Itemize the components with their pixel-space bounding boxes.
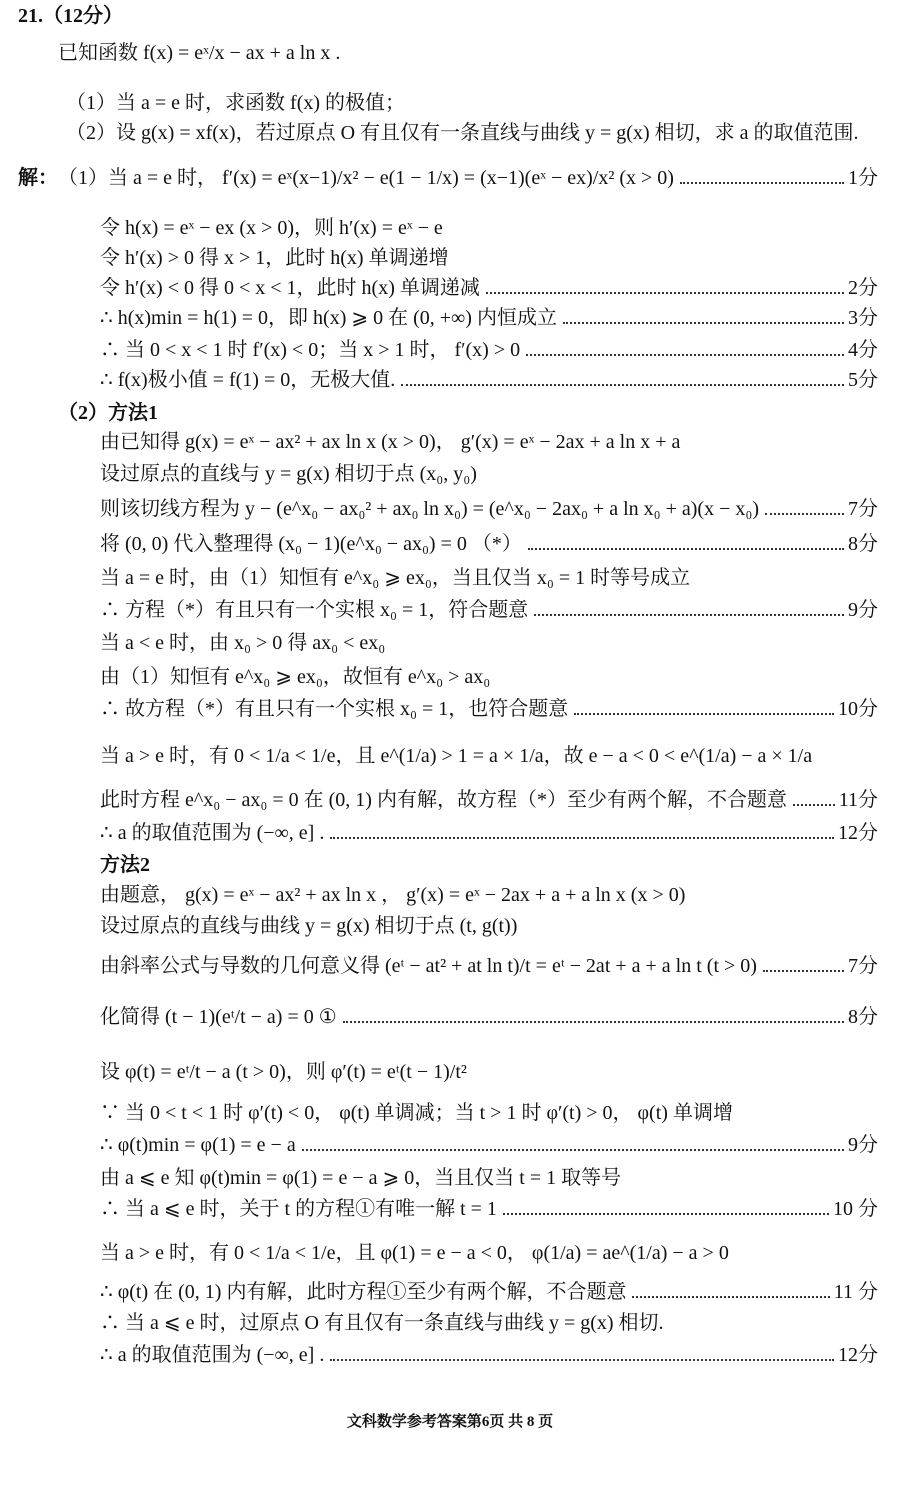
solution-line: 设过原点的直线与 y = g(x) 相切于点 (x₀, y₀): [100, 463, 477, 485]
score-mark: 8分: [848, 533, 878, 555]
solution-line: 当 a > e 时，有 0 < 1/a < 1/e，且 e^(1/a) > 1 = a × 1/a，故 e − a < 0 < e^(1/a) − a × 1/a: [100, 745, 813, 767]
solution-line: 化简得 (t − 1)(eᵗ/t − a) = 0 ① 8分: [100, 1006, 878, 1028]
solution-line: 令 h(x) = eˣ − ex (x > 0)，则 h′(x) = eˣ − e: [100, 217, 443, 239]
solution-line: ∴ φ(t)min = φ(1) = e − a 9分: [100, 1134, 878, 1156]
solution-line: ∴ φ(t) 在 (0, 1) 内有解，此时方程①至少有两个解，不合题意 11 分: [100, 1281, 878, 1303]
score-mark: 7分: [848, 955, 878, 977]
solution-line: 由已知得 g(x) = eˣ − ax² + ax ln x (x > 0)， g′(x) = eˣ − 2ax + a ln x + a: [100, 431, 681, 453]
solution-line: 设 φ(t) = eᵗ/t − a (t > 0)，则 φ′(t) = eᵗ(t − 1)/t²: [100, 1061, 467, 1083]
solution-line: 设过原点的直线与曲线 y = g(x) 相切于点 (t, g(t)): [100, 915, 518, 937]
solution-line: 当 a > e 时，有 0 < 1/a < 1/e，且 φ(1) = e − a < 0， φ(1/a) = ae^(1/a) − a > 0: [100, 1242, 729, 1264]
problem-number: 21.（12分）: [18, 5, 123, 27]
method-2-header: 方法2: [100, 854, 150, 876]
solution-line: 由题意， g(x) = eˣ − ax² + ax ln x ， g′(x) = eˣ − 2ax + a + a ln x (x > 0): [100, 884, 686, 906]
score-mark: 4分: [848, 339, 878, 361]
method-1-header: （2）方法1: [58, 402, 158, 424]
score-mark: 12分: [838, 822, 878, 844]
solution-line: ∴ f(x)极小值 = f(1) = 0，无极大值. 5分: [100, 369, 878, 391]
solution-line: 当 a = e 时，由（1）知恒有 e^x₀ ⩾ ex₀，当且仅当 x₀ = 1 时等号成立: [100, 567, 691, 589]
solution-line: ∴ a 的取值范围为 (−∞, e] . 12分: [100, 1344, 878, 1366]
solution-line: ∴ 故方程（*）有且只有一个实根 x₀ = 1，也符合题意 10分: [100, 698, 878, 720]
solution-line: 令 h′(x) < 0 得 0 < x < 1，此时 h(x) 单调递减 2分: [100, 277, 878, 299]
problem-part-2: （2）设 g(x) = xf(x)，若过原点 O 有且仅有一条直线与曲线 y = g(x) 相切，求 a 的取值范围.: [66, 122, 859, 144]
score-mark: 2分: [848, 277, 878, 299]
solution-line: ∵ 当 0 < t < 1 时 φ′(t) < 0， φ(t) 单调减；当 t > 1 时 φ′(t) > 0， φ(t) 单调增: [100, 1102, 733, 1124]
score-mark: 11 分: [833, 1281, 878, 1303]
solution-line: 则该切线方程为 y − (e^x₀ − ax₀² + ax₀ ln x₀) = (e^x₀ − 2ax₀ + a ln x₀ + a)(x − x₀) 7分: [100, 498, 878, 520]
solution-line: ∴ 方程（*）有且只有一个实根 x₀ = 1，符合题意 9分: [100, 599, 878, 621]
score-mark: 7分: [848, 498, 878, 520]
score-mark: 1分: [848, 167, 878, 189]
score-mark: 9分: [848, 1134, 878, 1156]
score-mark: 3分: [848, 307, 878, 329]
solution-line: 由 a ⩽ e 知 φ(t)min = φ(1) = e − a ⩾ 0，当且仅当 t = 1 取等号: [100, 1167, 622, 1189]
problem-part-1: （1）当 a = e 时，求函数 f(x) 的极值；: [66, 92, 406, 114]
score-mark: 12分: [838, 1344, 878, 1366]
score-mark: 10 分: [833, 1198, 878, 1220]
score-mark: 11分: [838, 789, 878, 811]
score-mark: 9分: [848, 599, 878, 621]
solution-line: （1）当 a = e 时， f′(x) = eˣ(x−1)/x² − e(1 − 1/x) = (x−1)(eˣ − ex)/x² (x > 0) 1分: [58, 167, 878, 189]
solution-line: 此时方程 e^x₀ − ax₀ = 0 在 (0, 1) 内有解，故方程（*）至少有两个解，不合题意 11分: [100, 789, 878, 811]
solution-line: ∴ a 的取值范围为 (−∞, e] . 12分: [100, 822, 878, 844]
solution-line: 由（1）知恒有 e^x₀ ⩾ ex₀，故恒有 e^x₀ > ax₀: [100, 666, 491, 688]
solution-line: 由斜率公式与导数的几何意义得 (eᵗ − at² + at ln t)/t = eᵗ − 2at + a + a ln t (t > 0) 7分: [100, 955, 878, 977]
score-mark: 10分: [838, 698, 878, 720]
solution-line: 令 h′(x) > 0 得 x > 1，此时 h(x) 单调递增: [100, 247, 449, 269]
solution-label: 解：: [18, 167, 58, 189]
problem-statement: 已知函数 f(x) = eˣ/x − ax + a ln x .: [58, 42, 341, 64]
score-mark: 8分: [848, 1006, 878, 1028]
solution-line: ∴ 当 0 < x < 1 时 f′(x) < 0；当 x > 1 时， f′(x) > 0 4分: [100, 339, 878, 361]
solution-line: 当 a < e 时，由 x₀ > 0 得 ax₀ < ex₀: [100, 632, 386, 654]
solution-line: ∴ 当 a ⩽ e 时，过原点 O 有且仅有一条直线与曲线 y = g(x) 相切.: [100, 1312, 664, 1334]
solution-line: ∴ 当 a ⩽ e 时，关于 t 的方程①有唯一解 t = 1 10 分: [100, 1198, 878, 1220]
score-mark: 5分: [848, 369, 878, 391]
solution-line: 将 (0, 0) 代入整理得 (x₀ − 1)(e^x₀ − ax₀) = 0 （*） 8分: [100, 533, 878, 555]
solution-line: ∴ h(x)min = h(1) = 0，即 h(x) ⩾ 0 在 (0, +∞) 内恒成立 3分: [100, 307, 878, 329]
page-footer: 文科数学参考答案第6页 共 8 页: [346, 1414, 554, 1430]
